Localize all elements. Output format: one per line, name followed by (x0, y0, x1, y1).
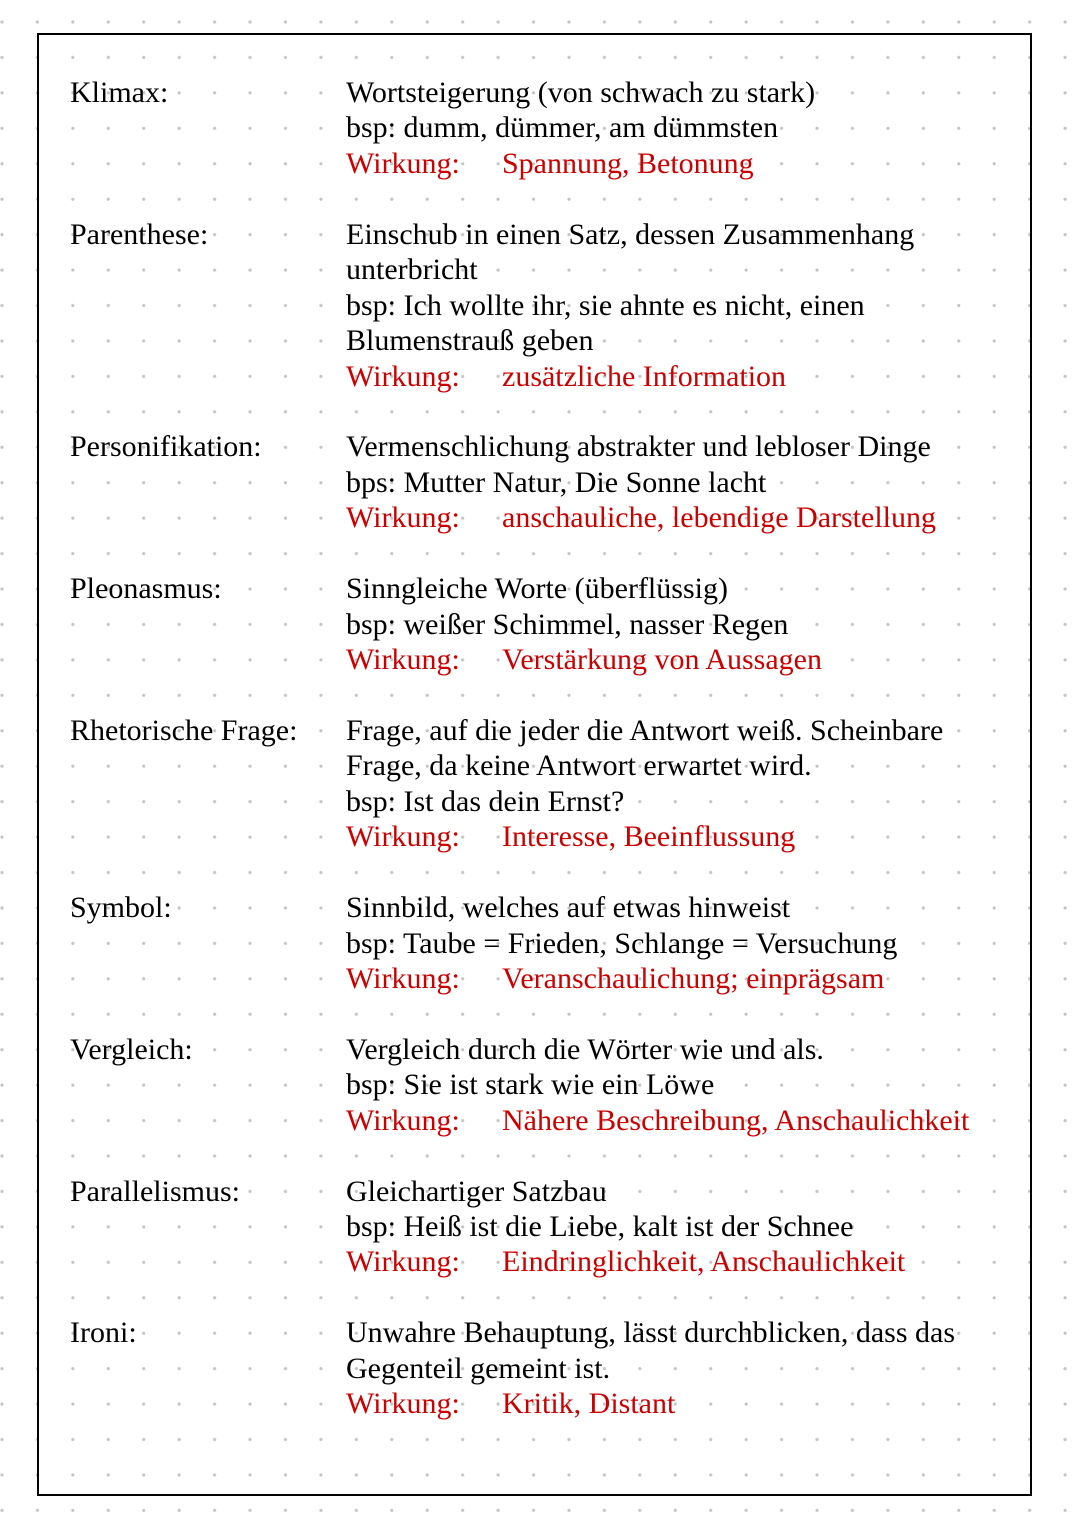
example-line: bsp: Sie ist stark wie ein Löwe (346, 1068, 715, 1102)
content-frame (37, 33, 1032, 1496)
effect-label: Wirkung: (346, 1387, 460, 1421)
term-label: Parenthese: (70, 217, 209, 251)
definition-block (346, 1032, 969, 1138)
definition-block (346, 217, 914, 394)
effect-line (346, 359, 914, 394)
definition-line: Gegenteil gemeint ist. (346, 1351, 611, 1385)
effect-label: Wirkung: (346, 820, 460, 854)
definition-block (346, 713, 943, 855)
definition-line: Sinnbild, welches auf etwas hinweist (346, 891, 791, 925)
example-line: bsp: Ist das dein Ernst? (346, 784, 625, 818)
example-line: bsp: Heiß ist die Liebe, kalt ist der Schnee (346, 1210, 854, 1243)
effect-text: Interesse, Beeinflussung (502, 820, 796, 854)
definition-block (346, 1315, 955, 1421)
entry-rhetorische-frage (70, 713, 1030, 855)
effect-text: Nähere Beschreibung, Anschaulichkeit (502, 1103, 970, 1137)
effect-text: Kritik, Distant (502, 1387, 676, 1421)
definition-block (346, 571, 822, 677)
definition-line: Frage, auf die jeder die Antwort weiß. Scheinbare (346, 713, 944, 747)
term-label: Vergleich: (70, 1032, 193, 1066)
entry-pleonasmus (70, 571, 1030, 677)
effect-text: zusätzliche Information (502, 359, 787, 393)
effect-line (346, 642, 822, 677)
definition-block (346, 890, 897, 996)
term-label: Pleonasmus: (70, 572, 222, 606)
effect-text: Spannung, Betonung (502, 146, 754, 180)
term-label: Symbol: (70, 891, 172, 925)
term-label: Rhetorische Frage: (70, 713, 298, 747)
definition-block (346, 1174, 905, 1280)
effect-text: Veranschaulichung; einprägsam (502, 961, 885, 995)
definition-line: Einschub in einen Satz, dessen Zusammenhang (346, 217, 915, 251)
example-line: bsp: Ich wollte ihr, sie ahnte es nicht, einen (346, 288, 865, 322)
definition-block (346, 429, 936, 535)
effect-label: Wirkung: (346, 961, 460, 995)
entry-vergleich (70, 1032, 1030, 1138)
term-label: Personifikation: (70, 430, 262, 464)
entry-parallelismus (70, 1174, 1030, 1280)
definition-block (346, 75, 815, 181)
term-label: Parallelismus: (70, 1174, 240, 1208)
effect-label: Wirkung: (346, 643, 460, 676)
definition-line: Vermenschlichung abstrakter und lebloser Dinge (346, 430, 931, 464)
definition-line: Vergleich durch die Wörter wie und als. (346, 1032, 824, 1066)
effect-line (346, 500, 936, 535)
effect-line (346, 961, 897, 996)
effect-label: Wirkung: (346, 1245, 460, 1279)
term-label: Ironi: (70, 1316, 137, 1350)
entry-symbol (70, 890, 1030, 996)
effect-text: Verstärkung von Aussagen (502, 643, 822, 676)
effect-label: Wirkung: (346, 146, 460, 180)
example-line: Blumenstrauß geben (346, 324, 594, 358)
definition-line: Wortsteigerung (von schwach zu stark) (346, 76, 816, 109)
effect-line (346, 819, 943, 854)
example-line: bsp: dumm, dümmer, am dümmsten (346, 111, 779, 145)
definition-line: Unwahre Behauptung, lässt durchblicken, dass das (346, 1316, 956, 1350)
effect-line (346, 146, 815, 181)
effect-line (346, 1103, 969, 1138)
effect-label: Wirkung: (346, 1103, 460, 1137)
entry-ironi (70, 1315, 1030, 1421)
example-line: bsp: weißer Schimmel, nasser Regen (346, 607, 789, 641)
effect-text: Eindringlichkeit, Anschaulichkeit (502, 1245, 906, 1279)
term-label: Klimax: (70, 76, 169, 109)
effect-label: Wirkung: (346, 359, 460, 393)
definition-line: unterbricht (346, 253, 478, 287)
effect-line (346, 1386, 955, 1421)
definition-line: Frage, da keine Antwort erwartet wird. (346, 749, 812, 783)
example-line: bsp: Taube = Frieden, Schlange = Versuchung (346, 926, 898, 960)
effect-label: Wirkung: (346, 501, 460, 535)
definition-line: Gleichartiger Satzbau (346, 1174, 607, 1208)
entry-personifikation (70, 429, 1030, 535)
entry-parenthese (70, 217, 1030, 394)
effect-text: anschauliche, lebendige Darstellung (502, 501, 937, 535)
entry-klimax (70, 75, 1030, 181)
definition-line: Sinngleiche Worte (überflüssig) (346, 572, 728, 606)
effect-line (346, 1244, 905, 1279)
example-line: bps: Mutter Natur, Die Sonne lacht (346, 465, 767, 499)
